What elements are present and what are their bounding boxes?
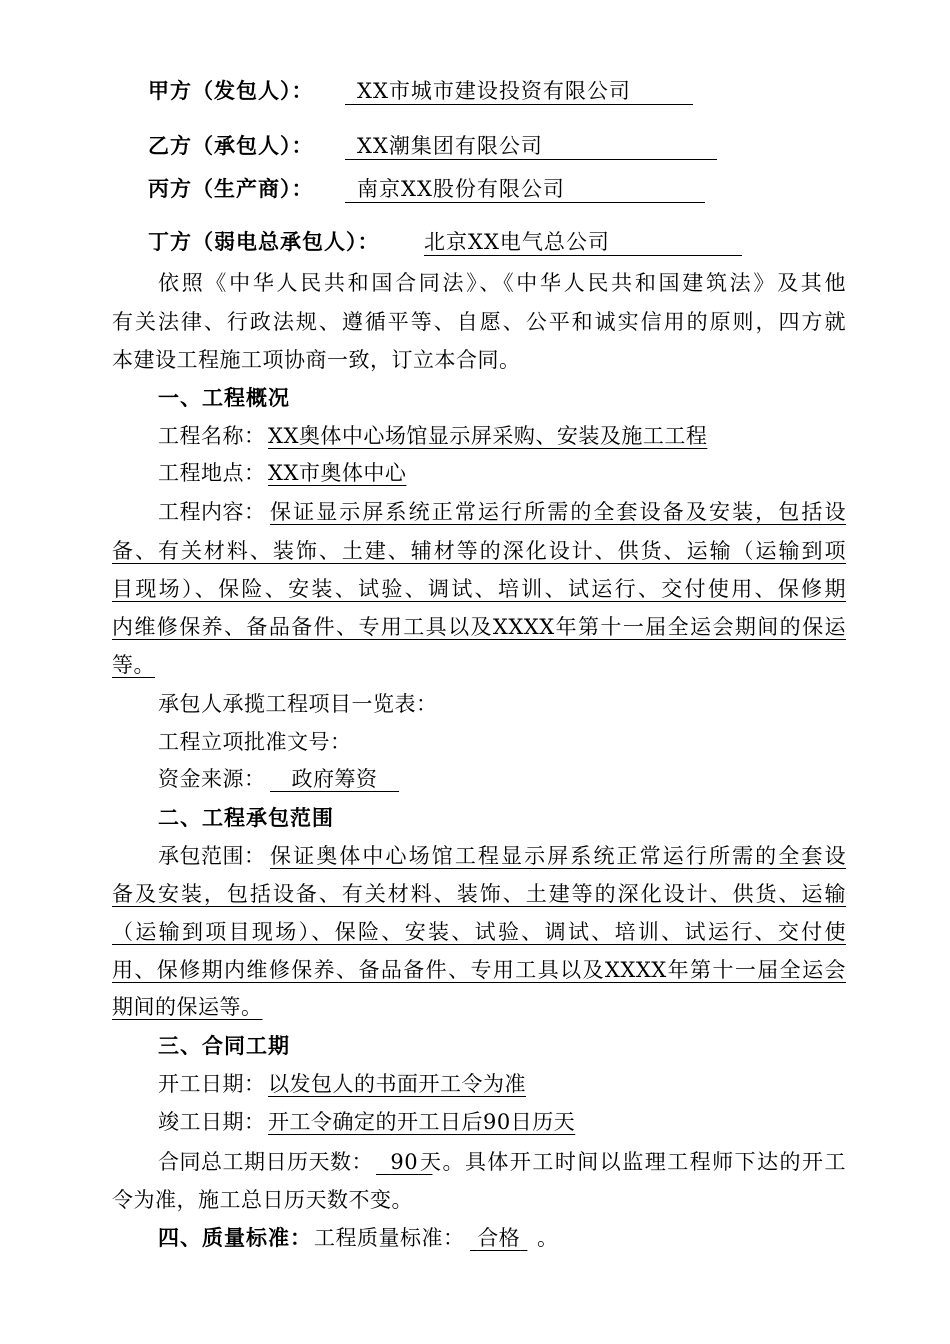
- section-4-heading: 四、质量标准：: [158, 1226, 312, 1250]
- project-content-row-3: [0, 572, 950, 606]
- intro-text-1: 依照《中华人民共和国合同法》、《中华人民共和国建筑法》及其他: [158, 271, 846, 295]
- party-b-label: 乙方（承包人）：: [148, 134, 314, 158]
- party-a-value: XX市城市建设投资有限公司: [357, 79, 631, 103]
- section-2-heading: 二、工程承包范围: [158, 806, 334, 830]
- total-duration-row: [0, 1145, 950, 1179]
- scope-row-1: [0, 839, 950, 873]
- party-b-value: XX潮集团有限公司: [357, 134, 543, 158]
- quality-value: [470, 1221, 527, 1255]
- scope-label: 承包范围：: [158, 844, 266, 868]
- party-b-underline: [345, 159, 717, 160]
- fund-source-text: 政府筹资: [291, 767, 378, 791]
- party-b-row: [0, 129, 950, 163]
- party-c-underline: [345, 202, 705, 203]
- party-a-label: 甲方（发包人）：: [148, 79, 314, 103]
- scope-line-2: 备及安装，包括设备、有关材料、装饰、土建等的深化设计、供货、运输: [112, 882, 846, 906]
- fund-source-row: [0, 762, 950, 796]
- intro-line-3: [0, 343, 950, 377]
- project-content-line-2: 备、有关材料、装饰、土建、辅材等的深化设计、供货、运输（运输到项: [112, 539, 846, 563]
- project-content-row-2: [0, 534, 950, 568]
- total-duration-number: 90: [390, 1150, 419, 1174]
- total-duration-label: 合同总工期日历天数：: [158, 1150, 373, 1174]
- project-name-row: [0, 419, 950, 453]
- party-d-underline: [424, 255, 742, 256]
- end-date-label: 竣工日期：: [158, 1110, 266, 1134]
- quality-label: 工程质量标准：: [314, 1226, 465, 1250]
- quality-suffix: 。: [537, 1226, 559, 1250]
- intro-text-2: 有关法律、行政法规、遵循平等、自愿、公平和诚实信用的原则，四方就: [112, 310, 846, 334]
- intro-text-3: 本建设工程施工项协商一致，订立本合同。: [112, 348, 521, 372]
- project-list-label: 承包人承揽工程项目一览表：: [158, 692, 438, 716]
- project-content-line-3: 目现场）、保险、安装、试验、调试、培训、试运行、交付使用、保修期: [112, 577, 846, 601]
- total-duration-row-2: [0, 1183, 950, 1217]
- scope-row-2: [0, 877, 950, 911]
- quality-pad-right: [520, 1226, 527, 1250]
- quality-row: [0, 1221, 950, 1255]
- party-a-row: [0, 74, 950, 108]
- party-c-value: 南京XX股份有限公司: [357, 177, 565, 201]
- party-d-value: 北京XX电气总公司: [424, 230, 610, 254]
- project-content-label: 工程内容：: [158, 500, 266, 524]
- section-1-heading: 一、工程概况: [158, 386, 290, 410]
- scope-row-4: [0, 953, 950, 987]
- intro-line-2: [0, 305, 950, 339]
- scope-line-3: （运输到项目现场）、保险、安装、试验、调试、培训、试运行、交付使: [112, 920, 846, 944]
- project-site-label: 工程地点：: [158, 461, 266, 485]
- project-list-row: [0, 687, 950, 721]
- approval-number-label: 工程立项批准文号：: [158, 730, 352, 754]
- section-3-heading: 三、合同工期: [158, 1034, 290, 1058]
- party-c-label: 丙方（生产商）：: [148, 177, 314, 201]
- project-content-line-1: 保证显示屏系统正常运行所需的全套设备及安装，包括设: [270, 500, 846, 524]
- fund-source-value: [270, 762, 399, 796]
- total-duration-line-2: 令为准，施工总日历天数不变。: [112, 1188, 413, 1212]
- project-name-value: XX奥体中心场馆显示屏采购、安装及施工工程: [268, 424, 708, 448]
- end-date-row: [0, 1105, 950, 1139]
- start-date-row: [0, 1067, 950, 1101]
- party-d-label: 丁方（弱电总承包人）：: [148, 230, 380, 254]
- project-name-label: 工程名称：: [158, 424, 266, 448]
- project-site-value: XX市奥体中心: [268, 461, 407, 485]
- scope-row-5: [0, 990, 950, 1024]
- scope-line-5: 期间的保运等。: [112, 995, 263, 1019]
- section-3-heading-row: [0, 1029, 950, 1063]
- party-d-row: [0, 225, 950, 259]
- fund-source-label: 资金来源：: [158, 767, 266, 791]
- fund-source-pad-right: [378, 767, 400, 791]
- start-date-value: 以发包人的书面开工令为准: [268, 1072, 526, 1096]
- total-duration-pad-left: [376, 1150, 390, 1174]
- intro-line-1: [0, 266, 950, 300]
- end-date-value: 开工令确定的开工日后90日历天: [268, 1110, 576, 1134]
- scope-line-4: 用、保修期内维修保养、备品备件、专用工具以及XXXX年第十一届全运会: [112, 958, 846, 982]
- quality-text: 合格: [477, 1226, 521, 1250]
- party-c-row: [0, 172, 950, 206]
- project-content-row-5: [0, 648, 950, 682]
- section-1-heading-row: [0, 381, 950, 415]
- project-content-row-1: [0, 495, 950, 529]
- start-date-label: 开工日期：: [158, 1072, 266, 1096]
- total-duration-suffix: 天。具体开工时间以监理工程师下达的开工: [420, 1150, 846, 1174]
- project-content-line-5: 等。: [112, 653, 155, 677]
- fund-source-pad-left: [270, 767, 292, 791]
- party-a-underline: [345, 104, 693, 105]
- scope-line-1: 保证奥体中心场馆工程显示屏系统正常运行所需的全套设: [270, 844, 846, 868]
- project-content-line-4: 内维修保养、备品备件、专用工具以及XXXX年第十一届全运会期间的保运: [112, 615, 846, 639]
- project-site-row: [0, 456, 950, 490]
- section-2-heading-row: [0, 801, 950, 835]
- approval-number-row: [0, 725, 950, 759]
- project-content-row-4: [0, 610, 950, 644]
- scope-row-3: [0, 915, 950, 949]
